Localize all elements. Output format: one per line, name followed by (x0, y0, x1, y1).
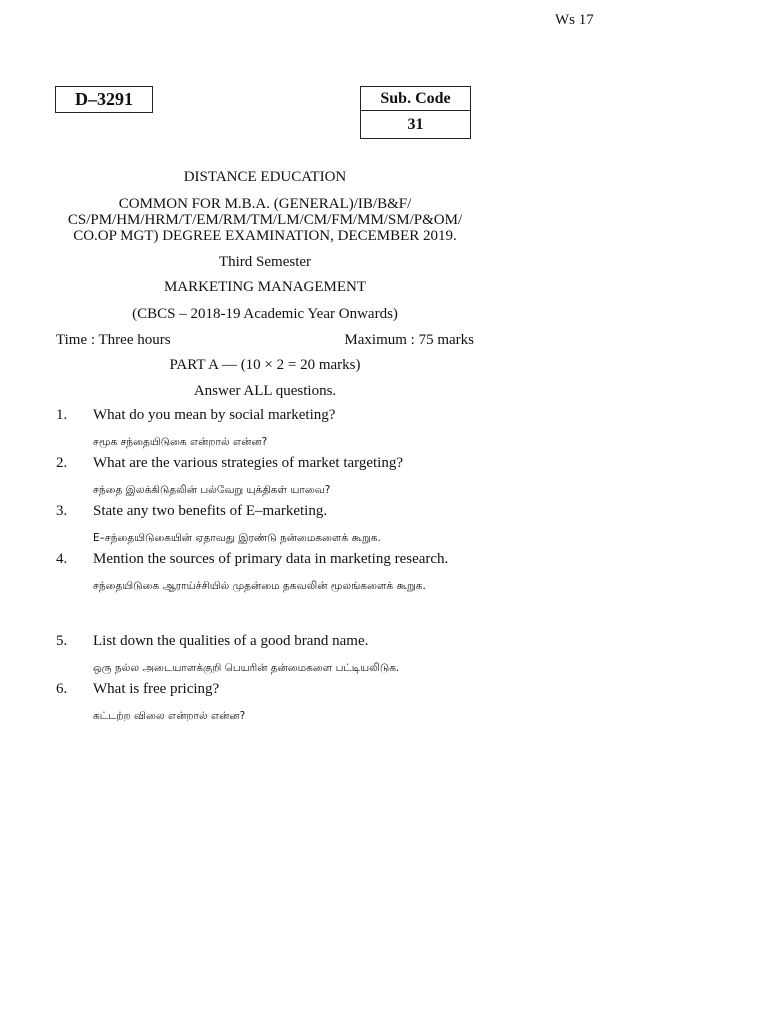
question-translation: சமூக சந்தையிடுகை என்றால் என்ன? (93, 436, 268, 448)
question-translation: ஒரு நல்ல அடையாளக்குறி பெயரின் தன்மைகளை பட்டியலிடுக. (93, 662, 400, 674)
title-line-distance-education: DISTANCE EDUCATION (183, 169, 347, 185)
question-item (56, 455, 474, 498)
question-translation: E–சந்தையிடுகையின் ஏதாவது இரண்டு நன்மைகளைக் கூறுக. (93, 532, 381, 544)
question-translation: கட்டற்ற விலை என்றால் என்ன? (93, 710, 246, 722)
question-item (56, 407, 474, 450)
question-number: 4. (56, 551, 68, 567)
paper-code-box (55, 86, 153, 113)
question-text: What do you mean by social marketing? (93, 407, 336, 423)
paper-code: D–3291 (75, 89, 133, 109)
part-a-instruction: Answer ALL questions. (193, 383, 337, 399)
subject-title: MARKETING MANAGEMENT (163, 279, 367, 295)
question-number: 2. (56, 455, 68, 471)
question-text: What are the various strategies of market targeting? (93, 455, 404, 471)
part-a-heading: PART A — (10 × 2 = 20 marks) (169, 357, 361, 373)
question-text: Mention the sources of primary data in marketing research. (93, 551, 449, 567)
time-allowed: Time : Three hours (56, 332, 171, 348)
question-translation: சந்தையிடுகை ஆராய்ச்சியில் முதன்மை தகவலின் மூலங்களைக் கூறுக. (93, 580, 426, 592)
title-line-programmes-2: CS/PM/HM/HRM/T/EM/RM/TM/LM/CM/FM/MM/SM/P&OM/ (67, 212, 463, 228)
question-translation: சந்தை இலக்கிடுதலின் பல்வேறு யுக்திகள் யாவை? (93, 484, 331, 496)
title-line-programmes-1: COMMON FOR M.B.A. (GENERAL)/IB/B&F/ (118, 196, 412, 212)
sub-code-box (360, 86, 471, 139)
document-tag: Ws 17 (555, 12, 594, 28)
scheme-label: (CBCS – 2018-19 Academic Year Onwards) (132, 306, 398, 322)
question-number: 3. (56, 503, 68, 519)
question-text: State any two benefits of E–marketing. (93, 503, 328, 519)
question-text: What is free pricing? (93, 681, 220, 697)
sub-code-value: 31 (407, 115, 424, 133)
exam-info-row (56, 332, 474, 349)
question-number: 6. (56, 681, 68, 697)
question-number: 1. (56, 407, 68, 423)
question-item (56, 633, 474, 676)
question-item (56, 681, 474, 724)
maximum-marks: Maximum : 75 marks (344, 332, 474, 348)
question-number: 5. (56, 633, 68, 649)
question-item (56, 551, 474, 594)
sub-code-label: Sub. Code (361, 87, 470, 111)
title-line-programmes-3: CO.OP MGT) DEGREE EXAMINATION, DECEMBER 2019. (73, 228, 457, 244)
semester-label: Third Semester (218, 254, 312, 270)
question-text: List down the qualities of a good brand name. (93, 633, 369, 649)
question-item (56, 503, 474, 546)
